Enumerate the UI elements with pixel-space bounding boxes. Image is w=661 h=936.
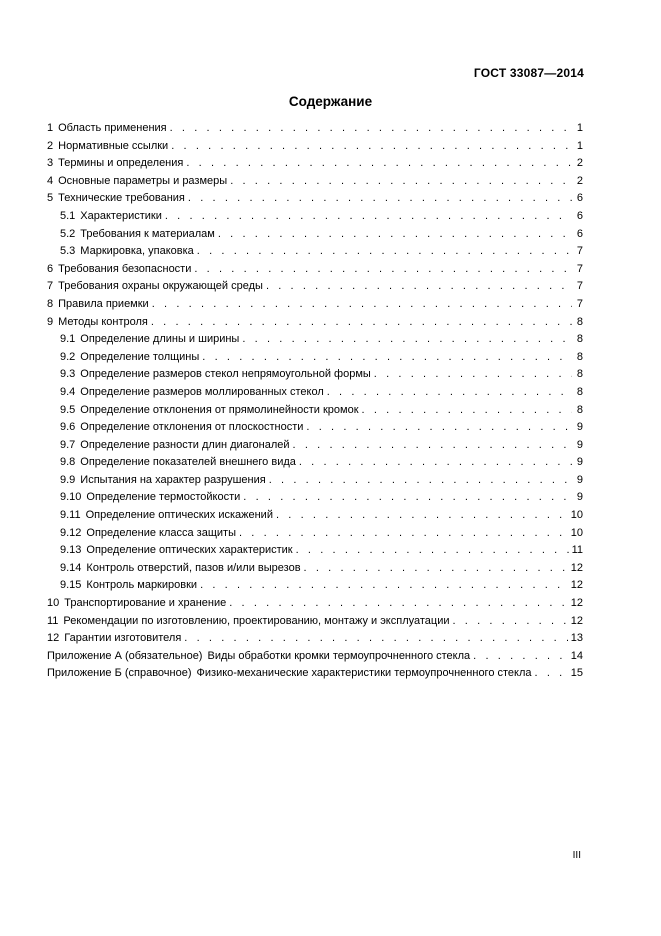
toc-entry-number: 9.13 xyxy=(60,544,82,557)
toc-entry-number: 2 xyxy=(47,139,54,152)
toc-entry-label: Маркировка, упаковка xyxy=(80,245,194,258)
toc-entry xyxy=(47,507,583,525)
toc-dot-leader xyxy=(188,190,572,208)
toc-entry xyxy=(47,648,583,666)
toc-entry-number: 5 xyxy=(47,192,54,205)
toc-entry-heading xyxy=(60,472,266,490)
toc-entry-number: 9.1 xyxy=(60,333,76,346)
toc-entry-label: Требования охраны окружающей среды xyxy=(58,280,263,293)
toc-entry xyxy=(47,120,583,138)
toc-entry-label: Определение размеров моллированных стекол xyxy=(80,385,324,398)
toc-entry-label: Определение длины и ширины xyxy=(80,333,240,346)
toc-entry xyxy=(47,278,583,296)
toc-entry-heading xyxy=(47,296,149,314)
toc-entry-label: Транспортирование и хранение xyxy=(64,597,227,610)
toc-entry-label: Определение оптических искажений xyxy=(85,509,273,522)
toc-entry-label: Основные параметры и размеры xyxy=(58,174,228,187)
toc-dot-leader xyxy=(151,314,572,332)
toc-entry xyxy=(47,226,583,244)
toc-dot-leader xyxy=(184,630,567,648)
toc-entry xyxy=(47,419,583,437)
toc-entry-page: 6 xyxy=(576,209,583,222)
toc-dot-leader xyxy=(293,437,572,455)
toc-entry-page: 9 xyxy=(576,421,583,434)
toc-title: Содержание xyxy=(288,94,373,109)
toc-dot-leader xyxy=(266,278,572,296)
toc-entry-number: 7 xyxy=(47,280,54,293)
toc-entry-label: Нормативные ссылки xyxy=(58,139,169,152)
toc-entry-page: 2 xyxy=(576,174,583,187)
toc-dot-leader xyxy=(243,489,572,507)
toc-entry-heading xyxy=(47,261,191,279)
toc-dot-leader xyxy=(374,366,572,384)
toc-entry-number: 1 xyxy=(47,122,54,134)
toc-entry-number: 9.12 xyxy=(60,526,82,539)
toc-entry-number: 9.2 xyxy=(60,350,76,363)
toc-entry xyxy=(47,595,583,613)
toc-entry-heading xyxy=(47,595,226,613)
toc-entry-heading xyxy=(47,173,227,191)
toc-entry xyxy=(47,243,583,261)
toc-entry-page: 9 xyxy=(576,438,583,451)
toc-entry-page: 8 xyxy=(576,385,583,398)
toc-entry xyxy=(47,525,583,543)
toc-entry-heading xyxy=(47,138,168,156)
toc-entry-number: 9.4 xyxy=(60,385,76,398)
toc-entry-page: 9 xyxy=(576,456,583,469)
toc-entry-heading xyxy=(60,366,371,384)
toc-entry-page: 11 xyxy=(571,544,583,557)
toc-dot-leader xyxy=(197,243,572,261)
toc-entry xyxy=(47,560,583,578)
toc-entry xyxy=(47,331,583,349)
toc-entry-number: 9.3 xyxy=(60,368,76,381)
toc-entry-heading xyxy=(47,665,532,683)
toc-entry-number: 9.8 xyxy=(60,456,76,469)
toc-entry-label: Контроль отверстий, пазов и/или вырезов xyxy=(86,561,301,574)
toc-entry xyxy=(47,630,583,648)
toc-entry-number: 9 xyxy=(47,315,54,328)
toc-entry-page: 12 xyxy=(570,561,583,574)
toc-entry xyxy=(47,665,583,683)
toc-entry-page: 1 xyxy=(576,139,583,152)
toc-entry-heading xyxy=(60,525,236,543)
toc-entry-page: 7 xyxy=(576,262,583,275)
toc-entry-heading xyxy=(60,542,293,560)
toc-entry-page: 14 xyxy=(570,649,583,662)
toc-entry-label: Физико-механические характеристики термоупрочненного стекла xyxy=(196,667,532,680)
toc-entry-label: Характеристики xyxy=(80,209,162,222)
toc-entry-label: Виды обработки кромки термоупрочненного стекла xyxy=(207,649,471,662)
toc-entry xyxy=(47,261,583,279)
toc-entry-page: 8 xyxy=(576,368,583,381)
toc-entry xyxy=(47,190,583,208)
toc-entry-label: Определение оптических характеристик xyxy=(86,544,293,557)
toc-entry-label: Определение разности длин диагоналей xyxy=(80,438,290,451)
toc-entry-heading xyxy=(60,226,215,244)
standard-code: ГОСТ 33087—2014 xyxy=(473,66,584,80)
toc-entry xyxy=(47,472,583,490)
toc-entry-page: 8 xyxy=(576,403,583,416)
toc-entry xyxy=(47,542,583,560)
toc-entry-label: Область применения xyxy=(58,122,167,134)
toc-entry-heading xyxy=(60,489,240,507)
toc-entry-page: 2 xyxy=(576,157,583,170)
toc-entry-page: 6 xyxy=(576,192,583,205)
page-folio: III xyxy=(572,850,581,861)
toc-entry-number: 12 xyxy=(47,632,60,645)
toc-entry-heading xyxy=(60,402,359,420)
toc-entry-heading xyxy=(60,454,296,472)
toc-entry-heading xyxy=(47,613,450,631)
toc-dot-leader xyxy=(239,525,568,543)
toc-entry-label: Правила приемки xyxy=(58,297,149,310)
toc-entry xyxy=(47,314,583,332)
toc-entry xyxy=(47,155,583,173)
toc-entry-number: 5.3 xyxy=(60,245,76,258)
toc-entry-number: Приложение А (обязательное) xyxy=(47,649,203,662)
toc-dot-leader xyxy=(269,472,572,490)
toc-dot-leader xyxy=(230,173,572,191)
toc-entry-heading xyxy=(60,384,324,402)
toc-entry-number: 9.9 xyxy=(60,473,76,486)
toc-entry-label: Технические требования xyxy=(58,192,185,205)
toc-entry-page: 6 xyxy=(576,227,583,240)
toc-entry-page: 1 xyxy=(576,122,583,134)
toc-entry-page: 13 xyxy=(570,632,583,645)
toc-dot-leader xyxy=(171,138,572,156)
toc-entry xyxy=(47,384,583,402)
toc-entry-number: 9.6 xyxy=(60,421,76,434)
toc-entry-page: 12 xyxy=(570,579,583,592)
toc-entry-number: 9.14 xyxy=(60,561,82,574)
toc-entry xyxy=(47,437,583,455)
toc-dot-leader xyxy=(194,261,572,279)
toc-entry-heading xyxy=(60,208,162,226)
toc-entry-label: Определение толщины xyxy=(80,350,200,363)
toc-entry-heading xyxy=(60,560,301,578)
toc-dot-leader xyxy=(186,155,572,173)
toc-dot-leader xyxy=(306,419,572,437)
toc-entry-number: 9.7 xyxy=(60,438,76,451)
toc-entry-page: 12 xyxy=(570,614,583,627)
toc-dot-leader xyxy=(202,349,572,367)
toc-entry-number: 10 xyxy=(47,597,60,610)
toc-entry-number: 5.1 xyxy=(60,209,76,222)
toc-entry-page: 12 xyxy=(570,597,583,610)
toc-entry-heading xyxy=(47,190,185,208)
toc-dot-leader xyxy=(473,648,568,666)
toc-entry-heading xyxy=(47,314,148,332)
toc-entry-number: 5.2 xyxy=(60,227,76,240)
toc-entry-page: 8 xyxy=(576,315,583,328)
toc-entry-page: 9 xyxy=(576,491,583,504)
toc-entry xyxy=(47,489,583,507)
toc-entry-page: 15 xyxy=(570,667,583,680)
toc-entry-number: 9.5 xyxy=(60,403,76,416)
toc-entry-number: 8 xyxy=(47,297,54,310)
toc-dot-leader xyxy=(229,595,568,613)
toc-entry-number: 3 xyxy=(47,157,54,170)
toc-entry-page: 7 xyxy=(576,297,583,310)
toc-entry-label: Определение термостойкости xyxy=(86,491,241,504)
toc-entry-heading xyxy=(60,349,199,367)
toc-entry xyxy=(47,577,583,595)
toc-dot-leader xyxy=(242,331,572,349)
toc-entry xyxy=(47,173,583,191)
toc-list xyxy=(47,120,583,683)
toc-entry xyxy=(47,208,583,226)
toc-entry-label: Определение показателей внешнего вида xyxy=(80,456,296,469)
toc-entry-page: 7 xyxy=(576,280,583,293)
toc-entry-label: Определение размеров стекол непрямоугольной формы xyxy=(80,368,371,381)
toc-dot-leader xyxy=(453,613,568,631)
toc-entry-page: 7 xyxy=(576,245,583,258)
toc-dot-leader xyxy=(299,454,572,472)
toc-dot-leader xyxy=(276,507,568,525)
toc-entry-heading xyxy=(60,437,290,455)
toc-entry-number: 6 xyxy=(47,262,54,275)
toc-entry-heading xyxy=(47,648,470,666)
toc-entry-label: Требования безопасности xyxy=(58,262,192,275)
toc-entry-heading xyxy=(47,155,183,173)
toc-entry xyxy=(47,613,583,631)
toc-dot-leader xyxy=(362,402,572,420)
toc-dot-leader xyxy=(170,120,572,138)
toc-dot-leader xyxy=(152,296,572,314)
toc-entry-label: Определение отклонения от плоскостности xyxy=(80,421,304,434)
toc-entry-number: Приложение Б (справочное) xyxy=(47,667,192,680)
toc-entry-heading xyxy=(60,507,273,525)
toc-dot-leader xyxy=(165,208,572,226)
toc-entry-page: 8 xyxy=(576,333,583,346)
toc-dot-leader xyxy=(296,542,569,560)
toc-entry xyxy=(47,349,583,367)
toc-entry-number: 4 xyxy=(47,174,54,187)
toc-entry xyxy=(47,366,583,384)
toc-entry-label: Термины и определения xyxy=(58,157,184,170)
toc-entry xyxy=(47,296,583,314)
toc-entry xyxy=(47,402,583,420)
toc-entry-heading xyxy=(60,331,239,349)
toc-entry-page: 10 xyxy=(570,526,583,539)
toc-entry-heading xyxy=(47,278,263,296)
toc-entry-label: Гарантии изготовителя xyxy=(64,632,182,645)
toc-entry-label: Методы контроля xyxy=(58,315,148,328)
toc-entry xyxy=(47,454,583,472)
toc-entry-heading xyxy=(47,120,167,138)
toc-entry-label: Требования к материалам xyxy=(80,227,215,240)
toc-entry xyxy=(47,138,583,156)
toc-dot-leader xyxy=(535,665,568,683)
toc-entry-number: 9.15 xyxy=(60,579,82,592)
toc-entry-page: 8 xyxy=(576,350,583,363)
toc-entry-heading xyxy=(47,630,181,648)
toc-dot-leader xyxy=(218,226,572,244)
toc-entry-label: Рекомендации по изготовлению, проектированию, монтажу и эксплуатации xyxy=(63,614,450,627)
toc-entry-page: 9 xyxy=(576,473,583,486)
toc-dot-leader xyxy=(200,577,568,595)
toc-entry-page: 10 xyxy=(570,509,583,522)
toc-entry-label: Испытания на характер разрушения xyxy=(80,473,266,486)
toc-entry-heading xyxy=(60,577,197,595)
toc-entry-label: Определение отклонения от прямолинейности кромок xyxy=(80,403,359,416)
toc-entry-heading xyxy=(60,419,303,437)
toc-entry-label: Определение класса защиты xyxy=(86,526,236,539)
toc-dot-leader xyxy=(304,560,568,578)
toc-entry-number: 9.11 xyxy=(60,509,81,522)
toc-entry-label: Контроль маркировки xyxy=(86,579,198,592)
toc-entry-number: 9.10 xyxy=(60,491,82,504)
toc-dot-leader xyxy=(327,384,572,402)
toc-entry-heading xyxy=(60,243,194,261)
toc-entry-number: 11 xyxy=(47,614,59,627)
